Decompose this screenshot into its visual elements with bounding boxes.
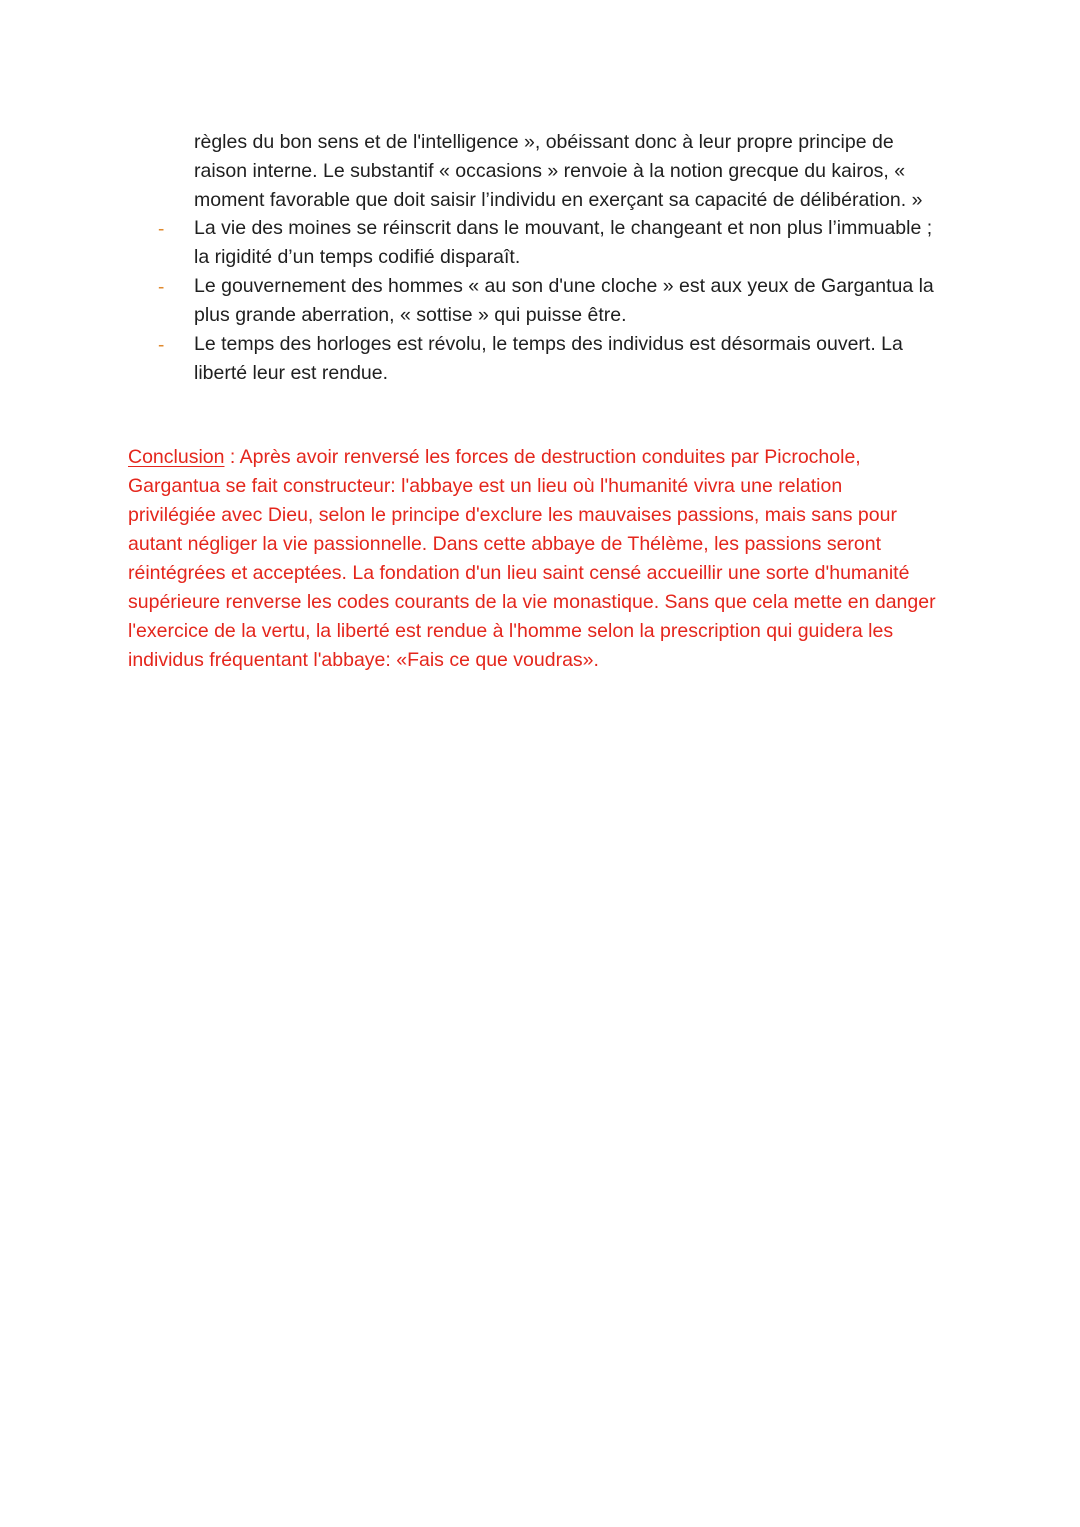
conclusion-line: Gargantua se fait constructeur: l'abbaye est un lieu où l'humanité vivra une relation: [128, 475, 843, 497]
bullet-line: plus grande aberration, « sottise » qui puisse être.: [194, 304, 627, 326]
bullet-marker: -: [158, 277, 165, 298]
paragraph-line: moment favorable que doit saisir l’individu en exerçant sa capacité de délibération. »: [194, 189, 923, 211]
conclusion-label: Conclusion: [128, 446, 225, 468]
bullet-marker: -: [158, 335, 165, 356]
paragraph-line: règles du bon sens et de l'intelligence », obéissant donc à leur propre principe de: [194, 131, 894, 153]
conclusion-line: privilégiée avec Dieu, selon le principe d'exclure les mauvaises passions, mais sans pour: [128, 504, 897, 526]
bullet-line: Le gouvernement des hommes « au son d'une cloche » est aux yeux de Gargantua la: [194, 275, 934, 297]
conclusion-line: l'exercice de la vertu, la liberté est rendue à l'homme selon la prescription qui guidera les: [128, 620, 894, 642]
paragraph-line: raison interne. Le substantif « occasions » renvoie à la notion grecque du kairos, «: [194, 160, 906, 182]
conclusion-first-line: [128, 443, 861, 472]
conclusion-line: supérieure renverse les codes courants de la vie monastique. Sans que cela mette en danger: [128, 591, 936, 613]
conclusion-text: : Après avoir renversé les forces de destruction conduites par Picrochole,: [224, 446, 861, 468]
bullet-line: La vie des moines se réinscrit dans le mouvant, le changeant et non plus l’immuable ;: [194, 217, 933, 239]
bullet-line: Le temps des horloges est révolu, le temps des individus est désormais ouvert. La: [194, 333, 903, 355]
bullet-marker: -: [158, 219, 165, 240]
conclusion-line: réintégrées et acceptées. La fondation d'un lieu saint censé accueillir une sorte d'humanité: [128, 562, 910, 584]
conclusion-line: autant négliger la vie passionnelle. Dans cette abbaye de Thélème, les passions seront: [128, 533, 882, 555]
bullet-line: la rigidité d’un temps codifié disparaît.: [194, 246, 521, 268]
bullet-line: liberté leur est rendue.: [194, 362, 389, 384]
conclusion-line: individus fréquentant l'abbaye: «Fais ce que voudras».: [128, 649, 599, 671]
